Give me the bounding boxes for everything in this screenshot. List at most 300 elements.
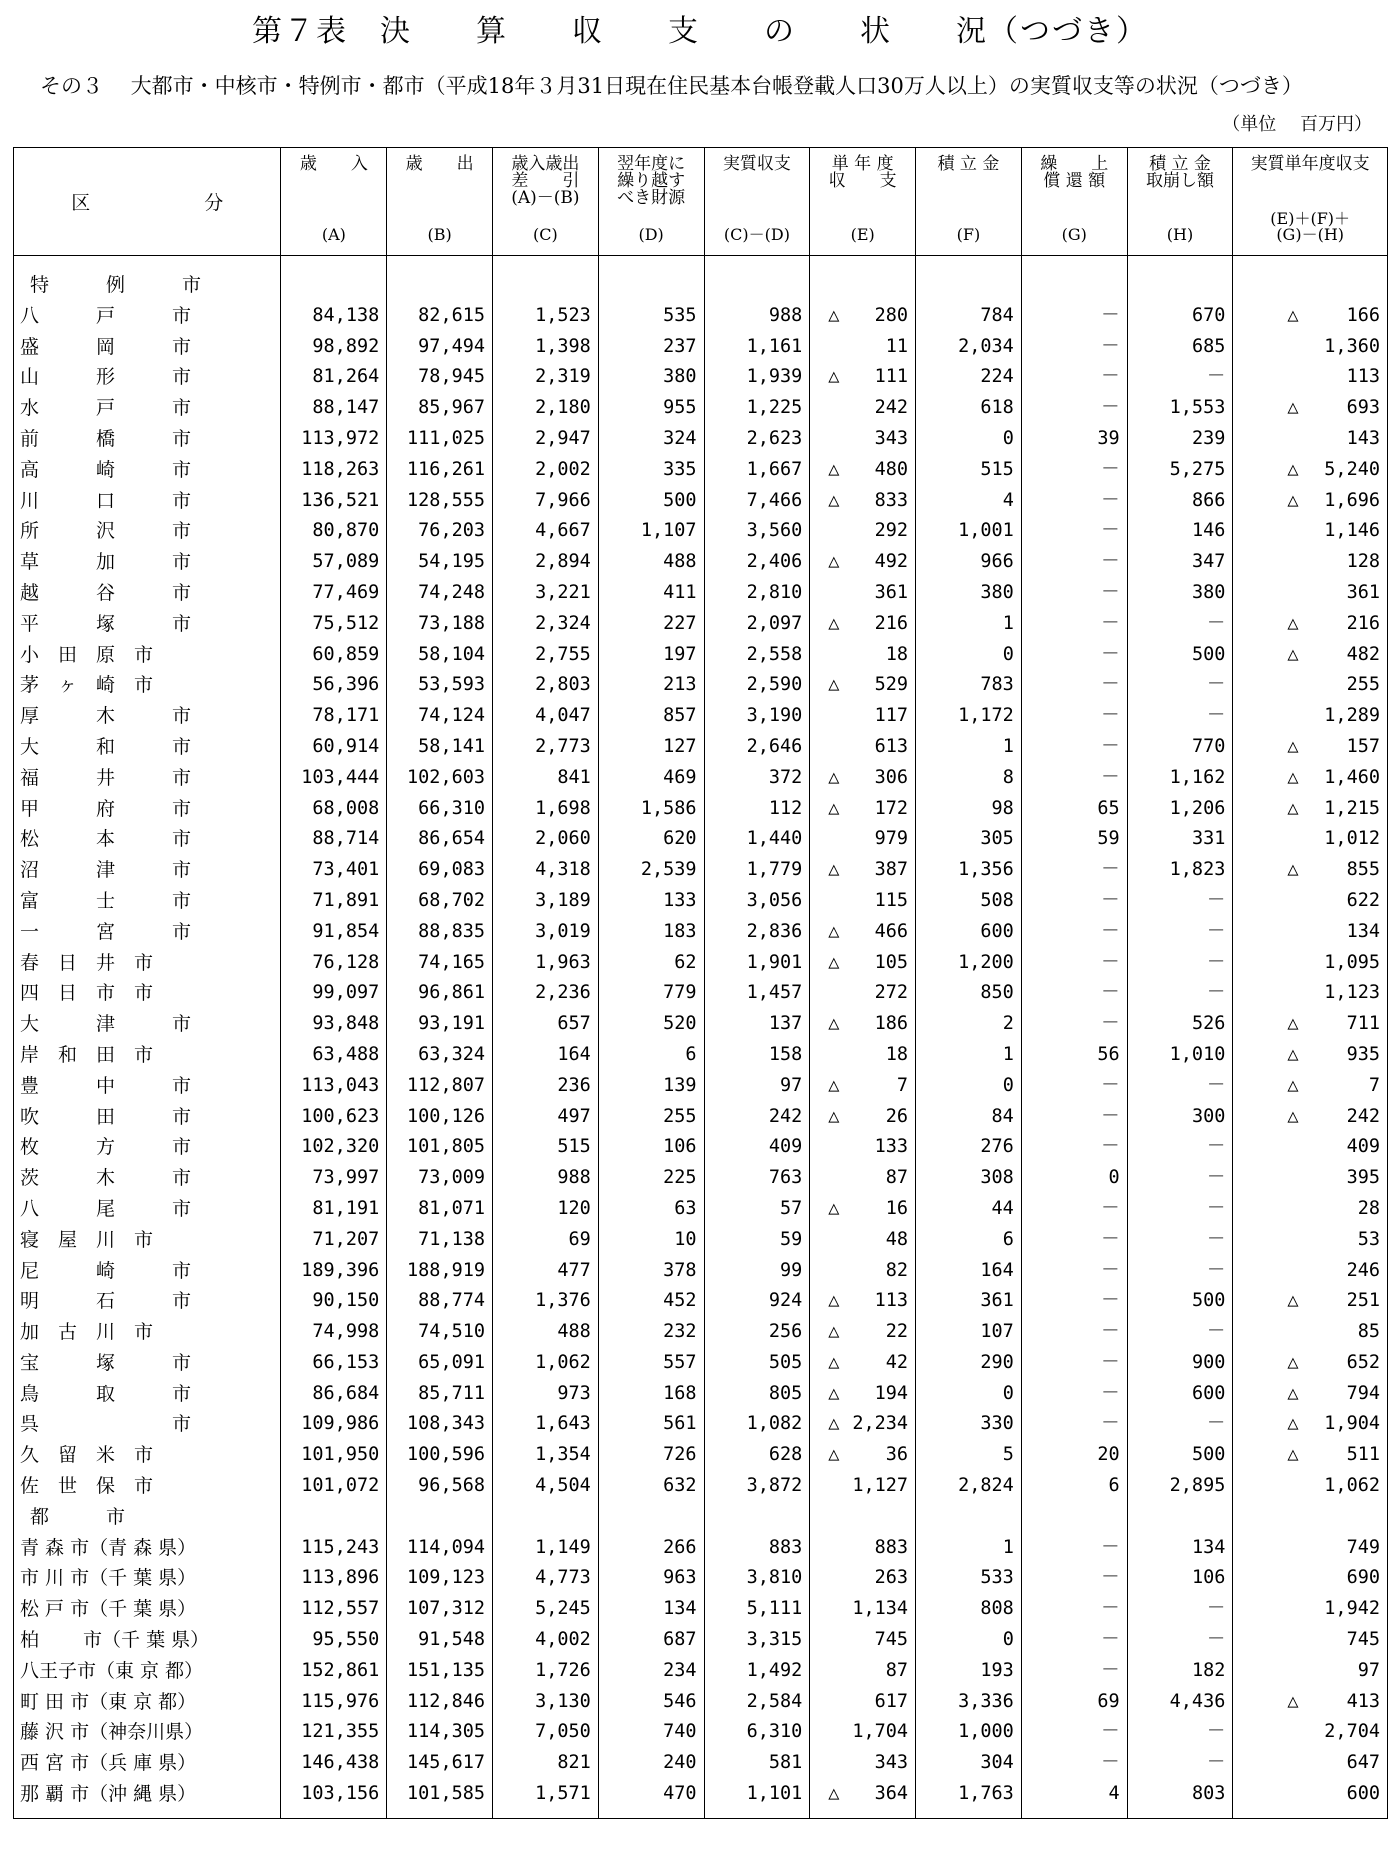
table-row (14, 1225, 1388, 1256)
data-cell: 188,919 (387, 1256, 493, 1287)
single-year-cell (810, 1440, 916, 1471)
real-single-year-cell (1233, 1040, 1388, 1071)
data-cell: 84 (916, 1102, 1022, 1133)
data-cell: 290 (916, 1348, 1022, 1379)
data-cell: 2,558 (704, 640, 810, 671)
data-cell: 2,236 (493, 978, 599, 1009)
single-year-cell (810, 578, 916, 609)
single-year-cell (810, 670, 916, 701)
cell-value: 7 (896, 1074, 909, 1096)
cell-value: 1,012 (1324, 828, 1380, 850)
negative-mark: △ (828, 458, 840, 480)
data-cell: 80,870 (281, 516, 387, 547)
data-cell: 330 (916, 1409, 1022, 1440)
data-cell: 988 (704, 301, 810, 332)
data-cell: 515 (916, 455, 1022, 486)
header-revenue: 歳 入 (A) (281, 148, 387, 256)
data-cell: 146,438 (281, 1748, 387, 1779)
real-single-year-cell (1233, 1194, 1388, 1225)
empty-cell (1021, 1502, 1127, 1533)
table-row (14, 1286, 1388, 1317)
data-cell: 1,553 (1127, 393, 1233, 424)
real-single-year-cell (1233, 578, 1388, 609)
table-row (14, 1317, 1388, 1348)
header-real-single-year: 実質単年度収支 (E)＋(F)＋ (G)－(H) (1233, 148, 1388, 256)
data-cell: － (1021, 1132, 1127, 1163)
data-cell: 20 (1021, 1440, 1127, 1471)
single-year-cell (810, 794, 916, 825)
cell-value: 529 (874, 674, 909, 696)
category-row (14, 256, 1388, 301)
data-cell: － (1021, 855, 1127, 886)
single-year-cell (810, 1317, 916, 1348)
data-cell: 134 (1127, 1533, 1233, 1564)
city-name: 一 宮 市 (14, 917, 281, 948)
real-single-year-cell (1233, 1379, 1388, 1410)
data-cell: 581 (704, 1748, 810, 1779)
cell-value: 111 (874, 366, 909, 388)
data-cell: 145,617 (387, 1748, 493, 1779)
data-cell: 101,072 (281, 1471, 387, 1502)
data-cell: 1,901 (704, 948, 810, 979)
data-cell: 1,398 (493, 332, 599, 363)
single-year-cell (810, 948, 916, 979)
data-cell: 2,803 (493, 670, 599, 701)
data-cell: 628 (704, 1440, 810, 1471)
cell-value: 1,942 (1324, 1598, 1380, 1620)
single-year-cell (810, 1717, 916, 1748)
data-cell: 1,162 (1127, 763, 1233, 794)
data-cell: 232 (598, 1317, 704, 1348)
data-cell: 857 (598, 701, 704, 732)
category-row (14, 1502, 1388, 1533)
real-single-year-cell (1233, 1717, 1388, 1748)
data-cell: 112,557 (281, 1594, 387, 1625)
single-year-cell (810, 1779, 916, 1818)
cell-value: 1,360 (1324, 335, 1380, 357)
cell-value: 413 (1346, 1690, 1380, 1712)
cell-value: 251 (1346, 1290, 1380, 1312)
data-cell: － (1021, 362, 1127, 393)
negative-mark: △ (1287, 1413, 1299, 1435)
data-cell: 255 (598, 1102, 704, 1133)
data-cell: － (1021, 1717, 1127, 1748)
data-cell: 73,997 (281, 1163, 387, 1194)
data-cell: － (1127, 948, 1233, 979)
data-cell: 137 (704, 1009, 810, 1040)
data-cell: 68,702 (387, 886, 493, 917)
cell-value: 480 (874, 458, 909, 480)
cell-value: 28 (1357, 1197, 1380, 1219)
real-single-year-cell (1233, 701, 1388, 732)
data-cell: 2,180 (493, 393, 599, 424)
city-name: 川 口 市 (14, 486, 281, 517)
cell-value: 361 (874, 581, 909, 603)
table-row (14, 1163, 1388, 1194)
data-cell: 500 (1127, 1286, 1233, 1317)
data-cell: 4,773 (493, 1563, 599, 1594)
data-cell: 2,324 (493, 609, 599, 640)
negative-mark: △ (1287, 766, 1299, 788)
negative-mark: △ (828, 1444, 840, 1466)
data-cell: － (1127, 701, 1233, 732)
data-cell: 1 (916, 609, 1022, 640)
data-cell: 74,165 (387, 948, 493, 979)
data-cell: 100,623 (281, 1102, 387, 1133)
table-row (14, 578, 1388, 609)
data-cell: 0 (916, 1071, 1022, 1102)
table-row (14, 948, 1388, 979)
table-row (14, 332, 1388, 363)
single-year-cell (810, 1748, 916, 1779)
data-cell: － (1127, 609, 1233, 640)
cell-value: 1,696 (1324, 489, 1380, 511)
data-cell: 115,976 (281, 1687, 387, 1718)
data-cell: － (1021, 578, 1127, 609)
data-cell: － (1127, 670, 1233, 701)
data-cell: － (1021, 1656, 1127, 1687)
cell-value: 1,134 (852, 1598, 909, 1620)
single-year-cell (810, 1009, 916, 1040)
cell-value: 492 (874, 551, 909, 573)
data-cell: 88,774 (387, 1286, 493, 1317)
data-cell: 546 (598, 1687, 704, 1718)
data-cell: 66,153 (281, 1348, 387, 1379)
data-cell: 0 (916, 1625, 1022, 1656)
cell-value: 216 (1346, 612, 1380, 634)
data-cell: 100,596 (387, 1440, 493, 1471)
data-cell: 182 (1127, 1656, 1233, 1687)
cell-value: 979 (874, 828, 909, 850)
cell-value: 115 (874, 889, 909, 911)
negative-mark: △ (828, 920, 840, 942)
table-row (14, 1625, 1388, 1656)
city-name: 大 和 市 (14, 732, 281, 763)
empty-cell (704, 256, 810, 301)
data-cell: 2 (916, 1009, 1022, 1040)
unit-label: （単位 百万円） (1222, 114, 1372, 135)
data-cell: 98,892 (281, 332, 387, 363)
data-cell: 4,047 (493, 701, 599, 732)
data-cell: 86,684 (281, 1379, 387, 1410)
data-cell: 488 (598, 547, 704, 578)
negative-mark: △ (1287, 612, 1299, 634)
data-cell: － (1127, 917, 1233, 948)
header-carryover: 翌年度に 繰り越す べき財源 (D) (598, 148, 704, 256)
city-name: 町 田 市（東 京 都） (14, 1687, 281, 1718)
single-year-cell (810, 332, 916, 363)
cell-value: 42 (885, 1351, 909, 1373)
data-cell: 2,755 (493, 640, 599, 671)
data-cell: － (1127, 1071, 1233, 1102)
city-name: 青 森 市（青 森 県） (14, 1533, 281, 1564)
data-cell: 740 (598, 1717, 704, 1748)
table-row (14, 640, 1388, 671)
negative-mark: △ (828, 489, 840, 511)
data-cell: － (1127, 886, 1233, 917)
empty-cell (598, 1502, 704, 1533)
data-cell: 1,763 (916, 1779, 1022, 1818)
city-name: 那 覇 市（沖 縄 県） (14, 1779, 281, 1818)
data-cell: 115,243 (281, 1533, 387, 1564)
data-cell: 86,654 (387, 824, 493, 855)
cell-value: 97 (1357, 1659, 1380, 1681)
city-name: 八 尾 市 (14, 1194, 281, 1225)
table-row (14, 886, 1388, 917)
data-cell: 687 (598, 1625, 704, 1656)
table-row (14, 1409, 1388, 1440)
cell-value: 7 (1368, 1074, 1380, 1096)
cell-value: 1,146 (1324, 520, 1380, 542)
data-cell: 151,135 (387, 1656, 493, 1687)
data-cell: 2,810 (704, 578, 810, 609)
single-year-cell (810, 855, 916, 886)
data-cell: － (1021, 1563, 1127, 1594)
data-cell: 266 (598, 1533, 704, 1564)
cell-value: 128 (1346, 551, 1380, 573)
table-row (14, 732, 1388, 763)
real-single-year-cell (1233, 917, 1388, 948)
data-cell: 2,824 (916, 1471, 1022, 1502)
data-cell: 6 (916, 1225, 1022, 1256)
data-cell: 3,019 (493, 917, 599, 948)
data-cell: 78,171 (281, 701, 387, 732)
cell-value: 409 (1346, 1136, 1380, 1158)
real-single-year-cell (1233, 362, 1388, 393)
negative-mark: △ (828, 1197, 840, 1219)
negative-mark: △ (1287, 397, 1299, 419)
data-cell: 632 (598, 1471, 704, 1502)
data-cell: 128,555 (387, 486, 493, 517)
table-body (14, 256, 1388, 1819)
real-single-year-cell (1233, 301, 1388, 332)
data-cell: 53,593 (387, 670, 493, 701)
data-cell: 3,315 (704, 1625, 810, 1656)
table-row (14, 301, 1388, 332)
data-cell: 808 (916, 1594, 1022, 1625)
data-cell: 112,846 (387, 1687, 493, 1718)
data-cell: 2,034 (916, 332, 1022, 363)
real-single-year-cell (1233, 1286, 1388, 1317)
negative-mark: △ (828, 1413, 840, 1435)
negative-mark: △ (828, 1783, 840, 1805)
data-cell: 500 (1127, 640, 1233, 671)
cell-value: 794 (1346, 1382, 1380, 1404)
table-row (14, 516, 1388, 547)
data-cell: 58,104 (387, 640, 493, 671)
table-row (14, 1594, 1388, 1625)
single-year-cell (810, 701, 916, 732)
cell-value: 1,460 (1324, 766, 1380, 788)
data-cell: 69 (1021, 1687, 1127, 1718)
cell-value: 2,704 (1324, 1721, 1380, 1743)
data-cell: 146 (1127, 516, 1233, 547)
real-single-year-cell (1233, 948, 1388, 979)
table-row (14, 1563, 1388, 1594)
city-name: 西 宮 市（兵 庫 県） (14, 1748, 281, 1779)
cell-value: 690 (1346, 1567, 1380, 1589)
table-row (14, 547, 1388, 578)
table-row (14, 1440, 1388, 1471)
data-cell: 95,550 (281, 1625, 387, 1656)
real-single-year-cell (1233, 640, 1388, 671)
data-cell: 618 (916, 393, 1022, 424)
cell-value: 1,062 (1324, 1475, 1380, 1497)
city-name: 所 沢 市 (14, 516, 281, 547)
data-cell: 361 (916, 1286, 1022, 1317)
data-cell: 73,009 (387, 1163, 493, 1194)
data-cell: 866 (1127, 486, 1233, 517)
data-cell: 1,643 (493, 1409, 599, 1440)
data-cell: 409 (704, 1132, 810, 1163)
data-cell: 973 (493, 1379, 599, 1410)
cell-value: 280 (874, 304, 909, 326)
table-row (14, 824, 1388, 855)
data-cell: 114,094 (387, 1533, 493, 1564)
data-cell: 71,891 (281, 886, 387, 917)
empty-cell (1127, 1502, 1233, 1533)
single-year-cell (810, 1163, 916, 1194)
data-cell: 657 (493, 1009, 599, 1040)
data-cell: 1,667 (704, 455, 810, 486)
data-cell: 7,466 (704, 486, 810, 517)
data-cell: 85,711 (387, 1379, 493, 1410)
data-cell: 963 (598, 1563, 704, 1594)
real-single-year-cell (1233, 1409, 1388, 1440)
data-cell: 685 (1127, 332, 1233, 363)
data-cell: 1,440 (704, 824, 810, 855)
city-name: 富 士 市 (14, 886, 281, 917)
single-year-cell (810, 516, 916, 547)
negative-mark: △ (1287, 1105, 1299, 1127)
empty-cell (810, 1502, 916, 1533)
data-cell: 60,914 (281, 732, 387, 763)
negative-mark: △ (1287, 859, 1299, 881)
data-cell: － (1127, 1225, 1233, 1256)
category-label: 特 例 市 (14, 256, 281, 301)
data-cell: 116,261 (387, 455, 493, 486)
data-cell: 1,200 (916, 948, 1022, 979)
cell-value: 255 (1346, 674, 1380, 696)
data-cell: 134 (598, 1594, 704, 1625)
city-name: 明 石 市 (14, 1286, 281, 1317)
data-cell: 2,590 (704, 670, 810, 701)
city-name: 春 日 井 市 (14, 948, 281, 979)
data-cell: 90,150 (281, 1286, 387, 1317)
data-cell: 10 (598, 1225, 704, 1256)
real-single-year-cell (1233, 1317, 1388, 1348)
cell-value: 242 (874, 397, 909, 419)
cell-value: 48 (885, 1228, 909, 1250)
data-cell: 3,056 (704, 886, 810, 917)
data-cell: － (1127, 1163, 1233, 1194)
data-cell: － (1021, 547, 1127, 578)
data-cell: 966 (916, 547, 1022, 578)
data-cell: 2,002 (493, 455, 599, 486)
real-single-year-cell (1233, 886, 1388, 917)
data-cell: 68,008 (281, 794, 387, 825)
table-row (14, 609, 1388, 640)
table-row (14, 1194, 1388, 1225)
data-cell: 477 (493, 1256, 599, 1287)
cell-value: 693 (1346, 397, 1380, 419)
cell-value: 1,289 (1324, 705, 1380, 727)
single-year-cell (810, 1656, 916, 1687)
data-cell: 841 (493, 763, 599, 794)
cell-value: 511 (1346, 1444, 1380, 1466)
data-cell: 1 (916, 732, 1022, 763)
data-cell: 109,986 (281, 1409, 387, 1440)
data-cell: 1,225 (704, 393, 810, 424)
single-year-cell (810, 1533, 916, 1564)
data-cell: 56,396 (281, 670, 387, 701)
real-single-year-cell (1233, 455, 1388, 486)
data-cell: － (1021, 1625, 1127, 1656)
data-cell: 670 (1127, 301, 1233, 332)
data-cell: 93,191 (387, 1009, 493, 1040)
data-cell: 97,494 (387, 332, 493, 363)
cell-value: 343 (874, 427, 909, 449)
city-name: 盛 岡 市 (14, 332, 281, 363)
table-row (14, 1656, 1388, 1687)
data-cell: 770 (1127, 732, 1233, 763)
real-single-year-cell (1233, 1071, 1388, 1102)
data-cell: 1 (916, 1040, 1022, 1071)
data-cell: 39 (1021, 424, 1127, 455)
real-single-year-cell (1233, 424, 1388, 455)
data-cell: － (1021, 516, 1127, 547)
data-cell: 111,025 (387, 424, 493, 455)
data-cell: － (1021, 1102, 1127, 1133)
data-cell: 4,002 (493, 1625, 599, 1656)
data-cell: 73,188 (387, 609, 493, 640)
header-category: 区 分 (14, 148, 281, 256)
data-cell: 488 (493, 1317, 599, 1348)
data-cell: 136,521 (281, 486, 387, 517)
city-name: 小 田 原 市 (14, 640, 281, 671)
data-cell: 88,714 (281, 824, 387, 855)
data-cell: 1,356 (916, 855, 1022, 886)
data-cell: 6,310 (704, 1717, 810, 1748)
single-year-cell (810, 1625, 916, 1656)
cell-value: 306 (874, 766, 909, 788)
data-cell: 73,401 (281, 855, 387, 886)
cell-value: 53 (1357, 1228, 1380, 1250)
city-name: 八 戸 市 (14, 301, 281, 332)
cell-value: 133 (874, 1136, 909, 1158)
cell-value: 343 (874, 1752, 909, 1774)
table-row (14, 917, 1388, 948)
data-cell: 1,172 (916, 701, 1022, 732)
real-single-year-cell (1233, 1748, 1388, 1779)
city-name: 八王子市（東 京 都） (14, 1656, 281, 1687)
data-cell: 372 (704, 763, 810, 794)
data-cell: 620 (598, 824, 704, 855)
city-name: 呉 市 (14, 1409, 281, 1440)
data-cell: 508 (916, 886, 1022, 917)
single-year-cell (810, 1102, 916, 1133)
data-cell: 152,861 (281, 1656, 387, 1687)
data-cell: 1,779 (704, 855, 810, 886)
cell-value: 387 (874, 859, 909, 881)
data-cell: － (1021, 1748, 1127, 1779)
data-cell: 2,097 (704, 609, 810, 640)
header-reserve: 積 立 金 (F) (916, 148, 1022, 256)
data-cell: 380 (916, 578, 1022, 609)
data-cell: 470 (598, 1779, 704, 1818)
data-cell: － (1021, 917, 1127, 948)
data-cell: 102,320 (281, 1132, 387, 1163)
